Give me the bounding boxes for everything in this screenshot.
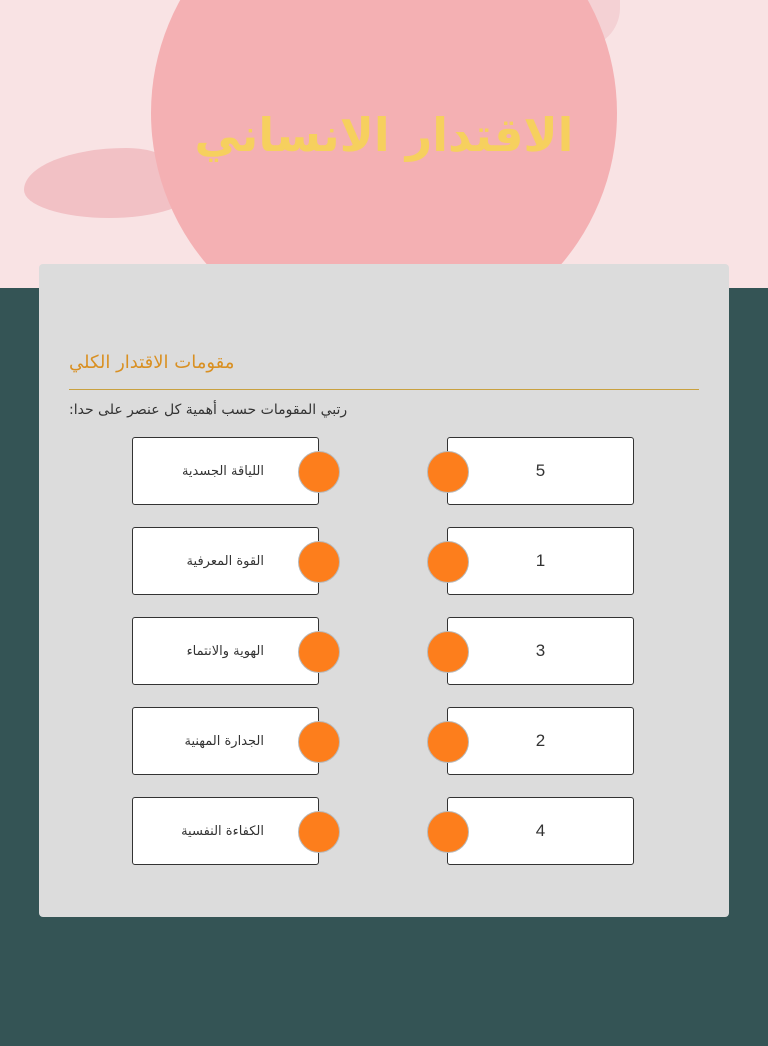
item-connector-dot[interactable] xyxy=(298,721,340,763)
rank-connector-dot[interactable] xyxy=(427,541,469,583)
item-box[interactable] xyxy=(132,797,319,865)
item-box[interactable] xyxy=(132,527,319,595)
rank-value: 2 xyxy=(535,731,546,750)
item-connector-dot[interactable] xyxy=(298,541,340,583)
item-connector-dot[interactable] xyxy=(298,631,340,673)
header-banner xyxy=(0,0,768,288)
instructions-text: رتبي المقومات حسب أهمية كل عنصر على حدا: xyxy=(69,402,348,418)
rank-box[interactable] xyxy=(447,437,634,505)
item-label: الهوية والانتماء xyxy=(186,643,264,659)
matching-activity-card xyxy=(39,264,729,917)
divider xyxy=(69,389,699,390)
item-label: القوة المعرفية xyxy=(186,553,264,569)
item-box[interactable] xyxy=(132,437,319,505)
item-label: اللياقة الجسدية xyxy=(181,463,264,479)
item-connector-dot[interactable] xyxy=(298,811,340,853)
rank-connector-dot[interactable] xyxy=(427,811,469,853)
rank-box[interactable] xyxy=(447,797,634,865)
rank-connector-dot[interactable] xyxy=(427,631,469,673)
rank-connector-dot[interactable] xyxy=(427,721,469,763)
rank-value: 3 xyxy=(535,641,546,660)
rank-box[interactable] xyxy=(447,707,634,775)
rank-value: 5 xyxy=(535,461,546,480)
item-box[interactable] xyxy=(132,617,319,685)
rank-value: 1 xyxy=(535,551,546,570)
rank-connector-dot[interactable] xyxy=(427,451,469,493)
rank-box[interactable] xyxy=(447,527,634,595)
page-title: الاقتدار الانساني xyxy=(194,108,574,162)
item-box[interactable] xyxy=(132,707,319,775)
rank-box[interactable] xyxy=(447,617,634,685)
section-heading: مقومات الاقتدار الكلي xyxy=(69,352,235,373)
item-label: الجدارة المهنية xyxy=(184,733,264,749)
item-label: الكفاءة النفسية xyxy=(181,823,264,839)
rank-value: 4 xyxy=(535,821,546,840)
item-connector-dot[interactable] xyxy=(298,451,340,493)
